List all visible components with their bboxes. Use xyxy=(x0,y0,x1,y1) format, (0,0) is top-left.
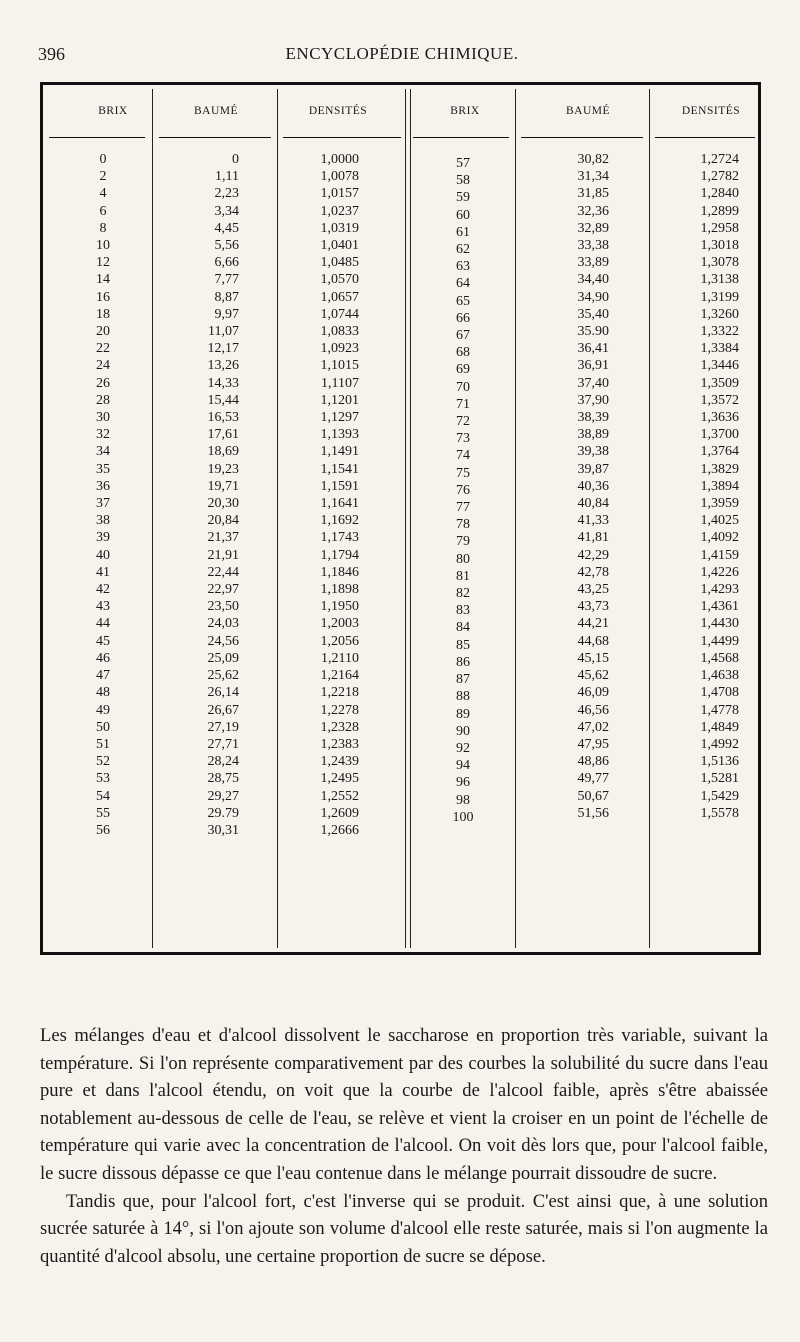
table-cell: 73 xyxy=(456,431,470,447)
table-cell: 57 xyxy=(456,156,470,171)
table-cell: 18 xyxy=(96,306,110,322)
table-cell: 12,17 xyxy=(207,341,239,357)
table-cell: 15,44 xyxy=(207,392,239,408)
table-cell: 1,1641 xyxy=(320,496,359,512)
table-cell: 1,3260 xyxy=(700,306,739,322)
header-densites-left: DENSITÉS xyxy=(308,105,368,117)
table-cell: 12 xyxy=(96,255,110,271)
table-cell: 1,5281 xyxy=(700,771,739,787)
column-divider xyxy=(277,89,278,948)
table-cell: 1,0401 xyxy=(320,238,359,254)
header-rule xyxy=(413,137,509,138)
table-cell: 72 xyxy=(456,414,470,430)
table-cell: 1,4568 xyxy=(700,650,739,666)
table-cell: 1,3894 xyxy=(700,478,739,494)
table-cell: 76 xyxy=(456,482,470,498)
table-cell: 27,71 xyxy=(207,736,239,752)
table-cell: 42,78 xyxy=(577,564,609,580)
table-cell: 83 xyxy=(456,603,470,619)
table-cell: 45,62 xyxy=(577,668,609,684)
column-baume-left xyxy=(163,151,239,839)
table-cell: 1,1297 xyxy=(320,410,359,426)
column-baume-right xyxy=(513,151,609,822)
table-cell: 29,27 xyxy=(207,788,239,804)
table-cell: 86 xyxy=(456,654,470,670)
table-cell: 42,29 xyxy=(577,547,609,563)
table-cell: 46,09 xyxy=(577,685,609,701)
table-cell: 1,2056 xyxy=(320,633,359,649)
table-cell: 1,1393 xyxy=(320,427,359,443)
table-cell: 53 xyxy=(96,771,110,787)
table-cell: 1,1201 xyxy=(320,392,359,408)
table-cell: 1,2840 xyxy=(700,186,739,202)
header-rule xyxy=(159,137,271,138)
table-cell: 29.79 xyxy=(207,805,239,821)
table-cell: 1,1794 xyxy=(320,547,359,563)
table-cell: 6,66 xyxy=(214,255,239,271)
table-cell: 17,61 xyxy=(207,427,239,443)
table-cell: 1,0657 xyxy=(320,289,359,305)
table-cell: 1,4159 xyxy=(700,547,739,563)
table-cell: 16 xyxy=(96,289,110,305)
table-cell: 1,4778 xyxy=(700,702,739,718)
table-cell: 1,2003 xyxy=(320,616,359,632)
table-cell: 1,0570 xyxy=(320,272,359,288)
table-cell: 1,5136 xyxy=(700,754,739,770)
table-cell: 1,3322 xyxy=(700,324,739,340)
column-brix-right xyxy=(433,155,493,826)
header-brix-right: BRIX xyxy=(450,105,480,117)
table-cell: 22,97 xyxy=(207,582,239,598)
table-cell: 80 xyxy=(456,551,470,567)
table-cell: 55 xyxy=(96,805,110,821)
table-cell: 32,89 xyxy=(577,220,609,236)
table-cell: 25,62 xyxy=(207,668,239,684)
table-cell: 63 xyxy=(456,259,470,275)
table-cell: 1,2899 xyxy=(700,203,739,219)
table-cell: 77 xyxy=(456,500,470,516)
table-cell: 47 xyxy=(96,668,110,684)
table-cell: 11,07 xyxy=(208,324,239,340)
table-cell: 20 xyxy=(96,324,110,340)
table-cell: 7,77 xyxy=(214,272,239,288)
table-cell: 36 xyxy=(96,478,110,494)
table-cell: 54 xyxy=(96,788,110,804)
table-cell: 38,39 xyxy=(577,410,609,426)
table-cell: 1,0237 xyxy=(320,203,359,219)
table-cell: 32 xyxy=(96,427,110,443)
table-cell: 49,77 xyxy=(577,771,609,787)
table-cell: 34,40 xyxy=(577,272,609,288)
paragraph: Tandis que, pour l'alcool fort, c'est l'inverse qui se produit. C'est ainsi que, à une solution sucrée saturée à 14°, si l'on ajoute son volume d'alcool elle reste saturée, mais si l'on augmente la quantité d'alcool absolu, une certaine proportion de sucre se dépose. xyxy=(40,1190,768,1267)
table-cell: 1,11 xyxy=(215,169,239,185)
table-cell: 27,19 xyxy=(207,719,239,735)
table-cell: 33,89 xyxy=(577,255,609,271)
header-rule xyxy=(521,137,643,138)
table-cell: 1,1015 xyxy=(320,358,359,374)
table-cell: 2 xyxy=(99,169,107,185)
table-cell: 44,68 xyxy=(577,633,609,649)
table-cell: 9,97 xyxy=(214,306,239,322)
table-cell: 1,2495 xyxy=(320,771,359,787)
table-cell: 1,1491 xyxy=(320,444,359,460)
table-cell: 43 xyxy=(96,599,110,615)
table-cell: 41,81 xyxy=(577,530,609,546)
table-cell: 1,0078 xyxy=(320,169,359,185)
table-cell: 19,71 xyxy=(207,478,239,494)
table-cell: 61 xyxy=(456,224,470,240)
table-cell: 48,86 xyxy=(577,754,609,770)
table-cell: 44,21 xyxy=(577,616,609,632)
table-cell: 79 xyxy=(456,534,470,550)
table-cell: 1,1541 xyxy=(320,461,359,477)
table-cell: 1,1846 xyxy=(320,564,359,580)
table-cell: 25,09 xyxy=(207,650,239,666)
table-cell: 52 xyxy=(96,754,110,770)
table-cell: 1,2218 xyxy=(320,685,359,701)
table-cell: 40,36 xyxy=(577,478,609,494)
table-cell: 1,3446 xyxy=(700,358,739,374)
table-cell: 1,4430 xyxy=(700,616,739,632)
table-cell: 10 xyxy=(96,238,110,254)
table-cell: 56 xyxy=(96,822,110,838)
table-cell: 1,2724 xyxy=(700,152,739,167)
table-cell: 1,3764 xyxy=(700,444,739,460)
table-cell: 94 xyxy=(456,758,470,774)
table-cell: 1,4708 xyxy=(700,685,739,701)
table-cell: 1,2164 xyxy=(320,668,359,684)
table-cell: 82 xyxy=(456,586,470,602)
table-cell: 45,15 xyxy=(577,650,609,666)
table-cell: 34 xyxy=(96,444,110,460)
table-cell: 19,23 xyxy=(207,461,239,477)
header-brix-left: BRIX xyxy=(98,105,128,117)
table-cell: 1,4025 xyxy=(700,513,739,529)
table-cell: 6 xyxy=(99,203,107,219)
table-cell: 1,3509 xyxy=(700,375,739,391)
table-cell: 20,30 xyxy=(207,496,239,512)
table-cell: 1,2278 xyxy=(320,702,359,718)
table-cell: 24,56 xyxy=(207,633,239,649)
density-table xyxy=(40,82,761,955)
table-cell: 0 xyxy=(232,152,239,167)
table-cell: 66 xyxy=(456,310,470,326)
table-cell: 51,56 xyxy=(577,805,609,821)
table-cell: 1,1591 xyxy=(320,478,359,494)
table-cell: 37,40 xyxy=(577,375,609,391)
table-cell: 1,1107 xyxy=(321,375,359,391)
table-cell: 28 xyxy=(96,392,110,408)
body-text xyxy=(40,1022,768,1270)
table-cell: 44 xyxy=(96,616,110,632)
table-cell: 1,1950 xyxy=(320,599,359,615)
page-header xyxy=(38,44,766,70)
table-cell: 24,03 xyxy=(207,616,239,632)
table-cell: 100 xyxy=(452,809,474,825)
header-baume-right: BAUMÉ xyxy=(565,105,611,117)
table-cell: 35,40 xyxy=(577,306,609,322)
table-cell: 70 xyxy=(456,379,470,395)
table-cell: 21,37 xyxy=(207,530,239,546)
table-cell: 30,31 xyxy=(207,822,239,838)
table-cell: 16,53 xyxy=(207,410,239,426)
table-cell: 1,1898 xyxy=(320,582,359,598)
column-brix-left xyxy=(73,151,133,839)
table-cell: 1,3384 xyxy=(700,341,739,357)
table-cell: 22 xyxy=(96,341,110,357)
table-cell: 50 xyxy=(96,719,110,735)
table-cell: 32,36 xyxy=(577,203,609,219)
table-cell: 1,0744 xyxy=(320,306,359,322)
table-cell: 88 xyxy=(456,689,470,705)
table-cell: 71 xyxy=(456,396,470,412)
table-cell: 1,0319 xyxy=(320,220,359,236)
table-cell: 60 xyxy=(456,207,470,223)
table-cell: 36,41 xyxy=(577,341,609,357)
table-cell: 28,24 xyxy=(207,754,239,770)
table-cell: 30 xyxy=(96,410,110,426)
table-cell: 1,3199 xyxy=(700,289,739,305)
table-cell: 36,91 xyxy=(577,358,609,374)
table-cell: 89 xyxy=(456,706,470,722)
table-cell: 20,84 xyxy=(207,513,239,529)
table-cell: 1,4849 xyxy=(700,719,739,735)
header-baume-left: BAUMÉ xyxy=(193,105,239,117)
table-cell: 24 xyxy=(96,358,110,374)
table-cell: 1,3078 xyxy=(700,255,739,271)
table-cell: 5,56 xyxy=(214,238,239,254)
table-cell: 58 xyxy=(456,173,470,189)
table-cell: 28,75 xyxy=(207,771,239,787)
table-cell: 65 xyxy=(456,293,470,309)
table-cell: 1,2439 xyxy=(320,754,359,770)
table-cell: 48 xyxy=(96,685,110,701)
table-cell: 1,4499 xyxy=(700,633,739,649)
table-cell: 1,3959 xyxy=(700,496,739,512)
table-cell: 1,5578 xyxy=(700,805,739,821)
table-cell: 1,2552 xyxy=(320,788,359,804)
table-cell: 26,14 xyxy=(207,685,239,701)
table-cell: 34,90 xyxy=(577,289,609,305)
table-cell: 96 xyxy=(456,775,470,791)
table-cell: 84 xyxy=(456,620,470,636)
table-cell: 1,4361 xyxy=(700,599,739,615)
table-cell: 1,2110 xyxy=(321,650,359,666)
table-cell: 92 xyxy=(456,740,470,756)
table-cell: 33,38 xyxy=(577,238,609,254)
table-cell: 8 xyxy=(99,220,107,236)
table-cell: 39,38 xyxy=(577,444,609,460)
table-cell: 46,56 xyxy=(577,702,609,718)
table-cell: 1,3829 xyxy=(700,461,739,477)
header-densites-right: DENSITÉS xyxy=(681,105,741,117)
table-cell: 0 xyxy=(99,152,107,167)
table-cell: 1,3018 xyxy=(700,238,739,254)
table-cell: 1,3636 xyxy=(700,410,739,426)
table-cell: 1,2782 xyxy=(700,169,739,185)
table-cell: 75 xyxy=(456,465,470,481)
table-cell: 3,34 xyxy=(214,203,239,219)
table-cell: 31,34 xyxy=(577,169,609,185)
table-cell: 1,0923 xyxy=(320,341,359,357)
table-cell: 1,1692 xyxy=(320,513,359,529)
column-densites-left xyxy=(293,151,359,839)
table-cell: 1,2958 xyxy=(700,220,739,236)
table-cell: 35.90 xyxy=(577,324,609,340)
header-rule xyxy=(49,137,145,138)
table-cell: 62 xyxy=(456,242,470,258)
table-cell: 1,2666 xyxy=(320,822,359,838)
table-cell: 1,4992 xyxy=(700,736,739,752)
header-rule xyxy=(655,137,755,138)
table-cell: 41 xyxy=(96,564,110,580)
table-cell: 23,50 xyxy=(207,599,239,615)
table-cell: 1,2328 xyxy=(320,719,359,735)
column-divider-double xyxy=(405,89,411,948)
table-cell: 68 xyxy=(456,345,470,361)
column-divider xyxy=(152,89,153,948)
table-cell: 40 xyxy=(96,547,110,563)
table-cell: 98 xyxy=(456,792,470,808)
table-cell: 14,33 xyxy=(207,375,239,391)
header-rule xyxy=(283,137,401,138)
table-cell: 8,87 xyxy=(214,289,239,305)
table-cell: 18,69 xyxy=(207,444,239,460)
table-cell: 4,45 xyxy=(214,220,239,236)
table-cell: 85 xyxy=(456,637,470,653)
table-cell: 39,87 xyxy=(577,461,609,477)
table-cell: 1,3138 xyxy=(700,272,739,288)
table-cell: 35 xyxy=(96,461,110,477)
table-cell: 69 xyxy=(456,362,470,378)
table-cell: 45 xyxy=(96,633,110,649)
table-cell: 47,02 xyxy=(577,719,609,735)
table-cell: 49 xyxy=(96,702,110,718)
table-cell: 1,0000 xyxy=(320,152,359,167)
table-cell: 1,4293 xyxy=(700,582,739,598)
table-cell: 81 xyxy=(456,568,470,584)
table-cell: 43,25 xyxy=(577,582,609,598)
table-cell: 74 xyxy=(456,448,470,464)
table-cell: 4 xyxy=(99,186,107,202)
table-cell: 51 xyxy=(96,736,110,752)
page-number: 396 xyxy=(38,44,65,64)
table-cell: 26,67 xyxy=(207,702,239,718)
running-title: ENCYCLOPÉDIE CHIMIQUE. xyxy=(285,44,519,63)
column-densites-right xyxy=(649,151,739,822)
table-cell: 37,90 xyxy=(577,392,609,408)
table-cell: 1,0157 xyxy=(320,186,359,202)
table-cell: 1,2609 xyxy=(320,805,359,821)
table-cell: 1,4092 xyxy=(700,530,739,546)
table-cell: 37 xyxy=(96,496,110,512)
table-cell: 46 xyxy=(96,650,110,666)
table-cell: 41,33 xyxy=(577,513,609,529)
table-cell: 43,73 xyxy=(577,599,609,615)
table-cell: 1,3700 xyxy=(700,427,739,443)
table-cell: 1,1743 xyxy=(320,530,359,546)
table-cell: 78 xyxy=(456,517,470,533)
table-cell: 40,84 xyxy=(577,496,609,512)
table-cell: 14 xyxy=(96,272,110,288)
table-cell: 13,26 xyxy=(207,358,239,374)
table-cell: 1,5429 xyxy=(700,788,739,804)
table-cell: 38,89 xyxy=(577,427,609,443)
table-cell: 22,44 xyxy=(207,564,239,580)
table-cell: 21,91 xyxy=(207,547,239,563)
table-cell: 26 xyxy=(96,375,110,391)
table-cell: 64 xyxy=(456,276,470,292)
paragraph: Les mélanges d'eau et d'alcool dissolvent le saccharose en proportion très variable, suivant la température. Si l'on représente comparativement par des courbes la solubilité du sucre dans l'eau pure et dans l'alcool étendu, on voit que la courbe de l'alcool faible, après s'être abaissée notablement au-dessous de celle de l'eau, se relève et vient la croiser en un point de l'échelle de température qui varie avec la concentration de l'alcool. On voit dès lors que, pour l'alcool faible, le sucre dissous dépasse ce que l'eau contenue dans le mélange pourrait dissoudre de sucre. xyxy=(40,1025,768,1184)
table-cell: 1,2383 xyxy=(320,736,359,752)
table-cell: 50,67 xyxy=(577,788,609,804)
table-cell: 1,4638 xyxy=(700,668,739,684)
table-cell: 1,3572 xyxy=(700,392,739,408)
table-cell: 1,0833 xyxy=(320,324,359,340)
table-cell: 47,95 xyxy=(577,736,609,752)
table-cell: 31,85 xyxy=(577,186,609,202)
table-cell: 1,0485 xyxy=(320,255,359,271)
table-cell: 67 xyxy=(456,328,470,344)
table-cell: 87 xyxy=(456,672,470,688)
table-cell: 1,4226 xyxy=(700,564,739,580)
table-cell: 39 xyxy=(96,530,110,546)
table-cell: 30,82 xyxy=(577,152,609,167)
table-cell: 42 xyxy=(96,582,110,598)
table-cell: 90 xyxy=(456,723,470,739)
table-cell: 59 xyxy=(456,190,470,206)
table-cell: 38 xyxy=(96,513,110,529)
table-cell: 2,23 xyxy=(214,186,239,202)
